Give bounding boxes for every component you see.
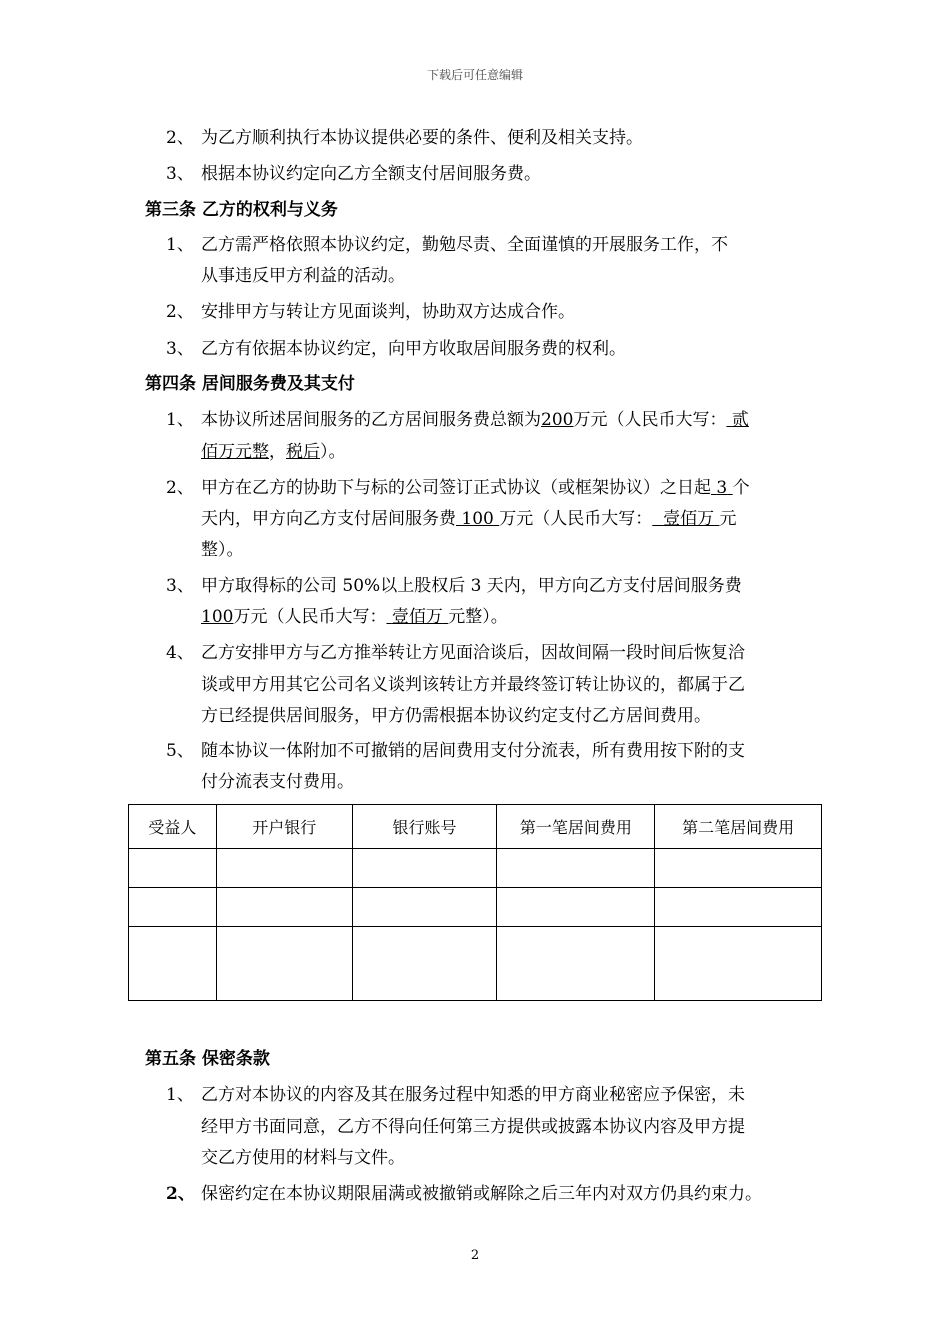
list-item-text: 交乙方使用的材料与文件。 [201, 1148, 405, 1168]
list-number: 1、 [166, 1085, 194, 1105]
list-item-text: 随本协议一体附加不可撤销的居间费用支付分流表，所有费用按下附的支 [201, 741, 745, 761]
list-item-text: 从事违反甲方利益的活动。 [201, 266, 405, 286]
list-item-text: 根据本协议约定向乙方全额支付居间服务费。 [201, 164, 541, 184]
list-number: 4、 [166, 643, 194, 663]
table-row [129, 888, 822, 927]
fee-total-amount: 200 [541, 410, 574, 430]
list-item-text: 为乙方顺利执行本协议提供必要的条件、便利及相关支持。 [201, 128, 643, 148]
list-item-text: 乙方需严格依照本协议约定，勤勉尽责、全面谨慎的开展服务工作，不 [201, 235, 728, 255]
list-item-text: 乙方有依据本协议约定，向甲方收取居间服务费的权利。 [201, 339, 626, 359]
list-item-text: 甲方取得标的公司 50%以上股权后 3 天内，甲方向乙方支付居间服务费 [201, 576, 742, 596]
payment-split-table [128, 804, 822, 1001]
table-header-cell: 银行账号 [352, 805, 497, 849]
list-number: 2、 [166, 478, 194, 498]
list-number: 1、 [166, 235, 194, 255]
table-row [129, 927, 822, 1001]
list-number: 3、 [166, 339, 194, 359]
list-item-text: 本协议所述居间服务的乙方居间服务费总额为200万元（人民币大写： 贰 [201, 410, 749, 430]
article-4-title: 第四条 居间服务费及其支付 [145, 374, 355, 394]
page-header: 下载后可任意编辑 [426, 68, 523, 82]
list-item-text: 保密约定在本协议期限届满或被撤销或解除之后三年内对双方仍具约束力。 [201, 1184, 762, 1204]
list-item-text: 付分流表支付费用。 [201, 772, 354, 792]
list-number: 1、 [166, 410, 194, 430]
list-item-text: 经甲方书面同意，乙方不得向任何第三方提供或披露本协议内容及甲方提 [201, 1117, 745, 1137]
list-item-text: 方已经提供居间服务，甲方仍需根据本协议约定支付乙方居间费用。 [201, 706, 711, 726]
list-item-text: 谈或甲方用其它公司名义谈判该转让方并最终签订转让协议的，都属于乙 [201, 675, 745, 695]
list-number: 2、 [166, 128, 194, 148]
table-row [129, 849, 822, 888]
list-item-text: 天内，甲方向乙方支付居间服务费 100 万元（人民币大写： 壹佰万 元 [201, 509, 737, 529]
list-item-text: 甲方在乙方的协助下与标的公司签订正式协议（或框架协议）之日起 3 个 [201, 478, 750, 498]
list-item-text: 整）。 [201, 540, 244, 560]
list-number: 2、 [166, 302, 194, 322]
list-number: 2、 [166, 1184, 195, 1204]
list-number: 3、 [166, 576, 194, 596]
list-item-text: 乙方对本协议的内容及其在服务过程中知悉的甲方商业秘密应予保密，未 [201, 1085, 745, 1105]
list-item-text: 乙方安排甲方与乙方推举转让方见面洽谈后，因故间隔一段时间后恢复洽 [201, 643, 745, 663]
article-3-title: 第三条 乙方的权利与义务 [145, 200, 338, 220]
list-item-text: 安排甲方与转让方见面谈判，协助双方达成合作。 [201, 302, 575, 322]
table-header-cell: 开户银行 [216, 805, 352, 849]
table-header-cell: 第二笔居间费用 [655, 805, 822, 849]
page-number: 2 [470, 1248, 480, 1263]
list-number: 5、 [166, 741, 194, 761]
table-header-cell: 受益人 [129, 805, 217, 849]
list-number: 3、 [166, 164, 194, 184]
table-header-cell: 第一笔居间费用 [497, 805, 655, 849]
list-item-text: 佰万元整，税后）。 [201, 442, 346, 462]
list-item-text: 100万元（人民币大写： 壹佰万 元整）。 [201, 607, 508, 627]
article-5-title: 第五条 保密条款 [145, 1049, 270, 1069]
